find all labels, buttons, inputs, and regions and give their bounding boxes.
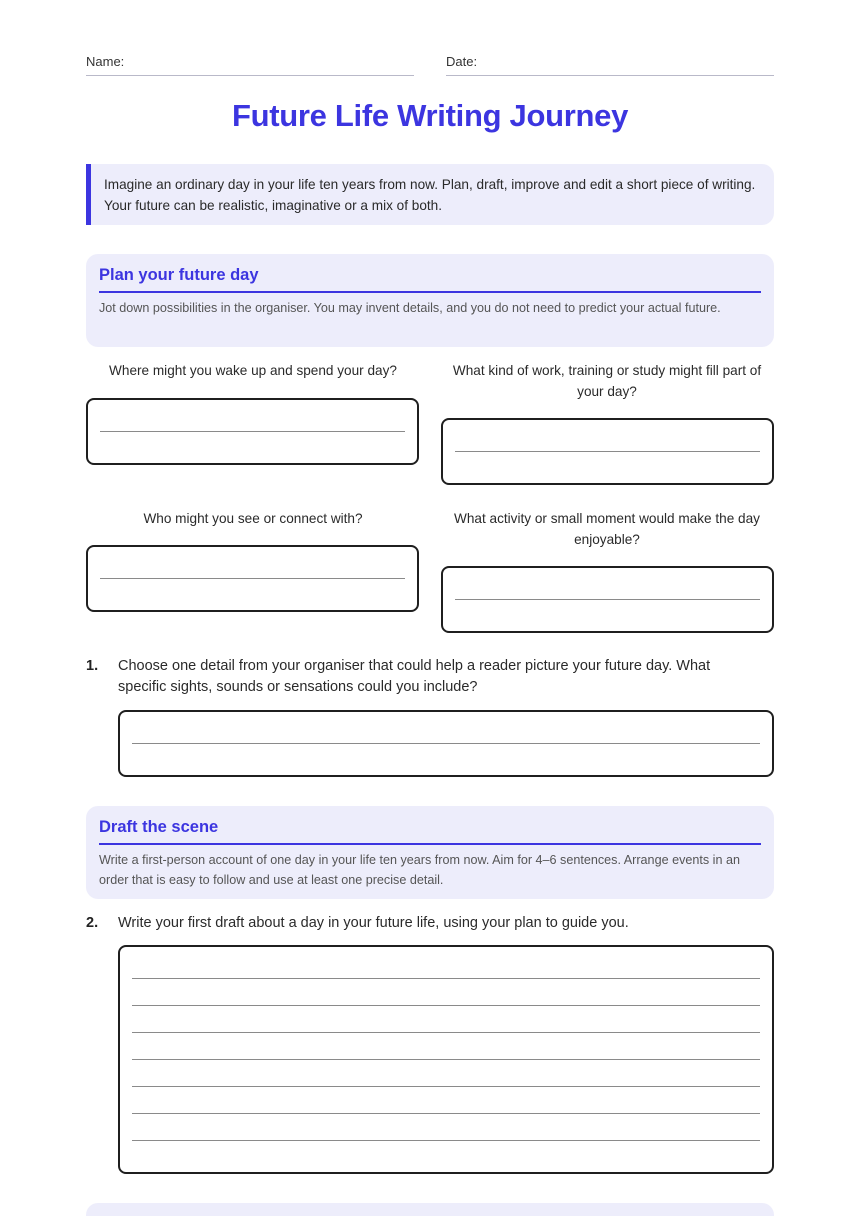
answer-line: [100, 431, 405, 432]
answer-line: [132, 1059, 760, 1060]
name-field[interactable]: [86, 54, 414, 76]
answer-line: [132, 1113, 760, 1114]
organiser-prompt-work: What kind of work, training or study might fill part of your day?: [452, 363, 762, 399]
page-title: Future Life Writing Journey: [231, 98, 629, 133]
question-1-text: Choose one detail from your organiser that could help a reader picture your future day. What specific sights, sounds or sensations could you include?: [118, 658, 711, 695]
answer-line: [132, 1032, 760, 1033]
date-field[interactable]: [446, 54, 774, 76]
plan-section-header: [86, 254, 774, 347]
organiser-answer-work[interactable]: [441, 418, 774, 485]
organiser-prompt-activity: What activity or small moment would make the day enjoyable?: [454, 511, 760, 547]
organiser-answer-activity[interactable]: [441, 566, 774, 633]
organiser-answer-people[interactable]: [86, 545, 419, 612]
draft-section-header: [86, 806, 774, 899]
organiser-answer-place[interactable]: [86, 398, 419, 465]
question-1-number: 1.: [86, 658, 99, 674]
answer-line: [455, 451, 760, 452]
draft-section-description: Write a first-person account of one day in your life ten years from now. Aim for 4–6 sentences. Arrange events in an order that is easy to follow and use at least one precise detail.: [99, 853, 740, 887]
draft-section-title: Draft the scene: [99, 818, 761, 845]
student-info-row: [86, 54, 774, 76]
answer-line: [132, 743, 760, 744]
question-2-number: 2.: [86, 915, 99, 931]
answer-line: [132, 1140, 760, 1141]
answer-line: [132, 978, 760, 979]
answer-line: [132, 1005, 760, 1006]
answer-line: [100, 578, 405, 579]
question-2-text: Write your first draft about a day in your future life, using your plan to guide you.: [118, 915, 629, 931]
date-label: Date:: [446, 54, 478, 69]
answer-line: [132, 1086, 760, 1087]
question-2-answer-box[interactable]: [118, 945, 774, 1174]
plan-section-description: Jot down possibilities in the organiser. You may invent details, and you do not need to predict your actual future.: [99, 301, 721, 315]
organiser-prompt-people: Who might you see or connect with?: [143, 511, 363, 526]
next-section-panel: [86, 1203, 774, 1216]
question-1-answer-box[interactable]: [118, 710, 774, 777]
plan-section-title: Plan your future day: [99, 266, 761, 293]
intro-callout: Imagine an ordinary day in your life ten years from now. Plan, draft, improve and edit a short piece of writing. Your future can be realistic, imaginative or a mix of both.: [86, 164, 774, 225]
answer-line: [455, 599, 760, 600]
name-label: Name:: [86, 54, 125, 69]
organiser-prompt-place: Where might you wake up and spend your day?: [109, 363, 397, 378]
